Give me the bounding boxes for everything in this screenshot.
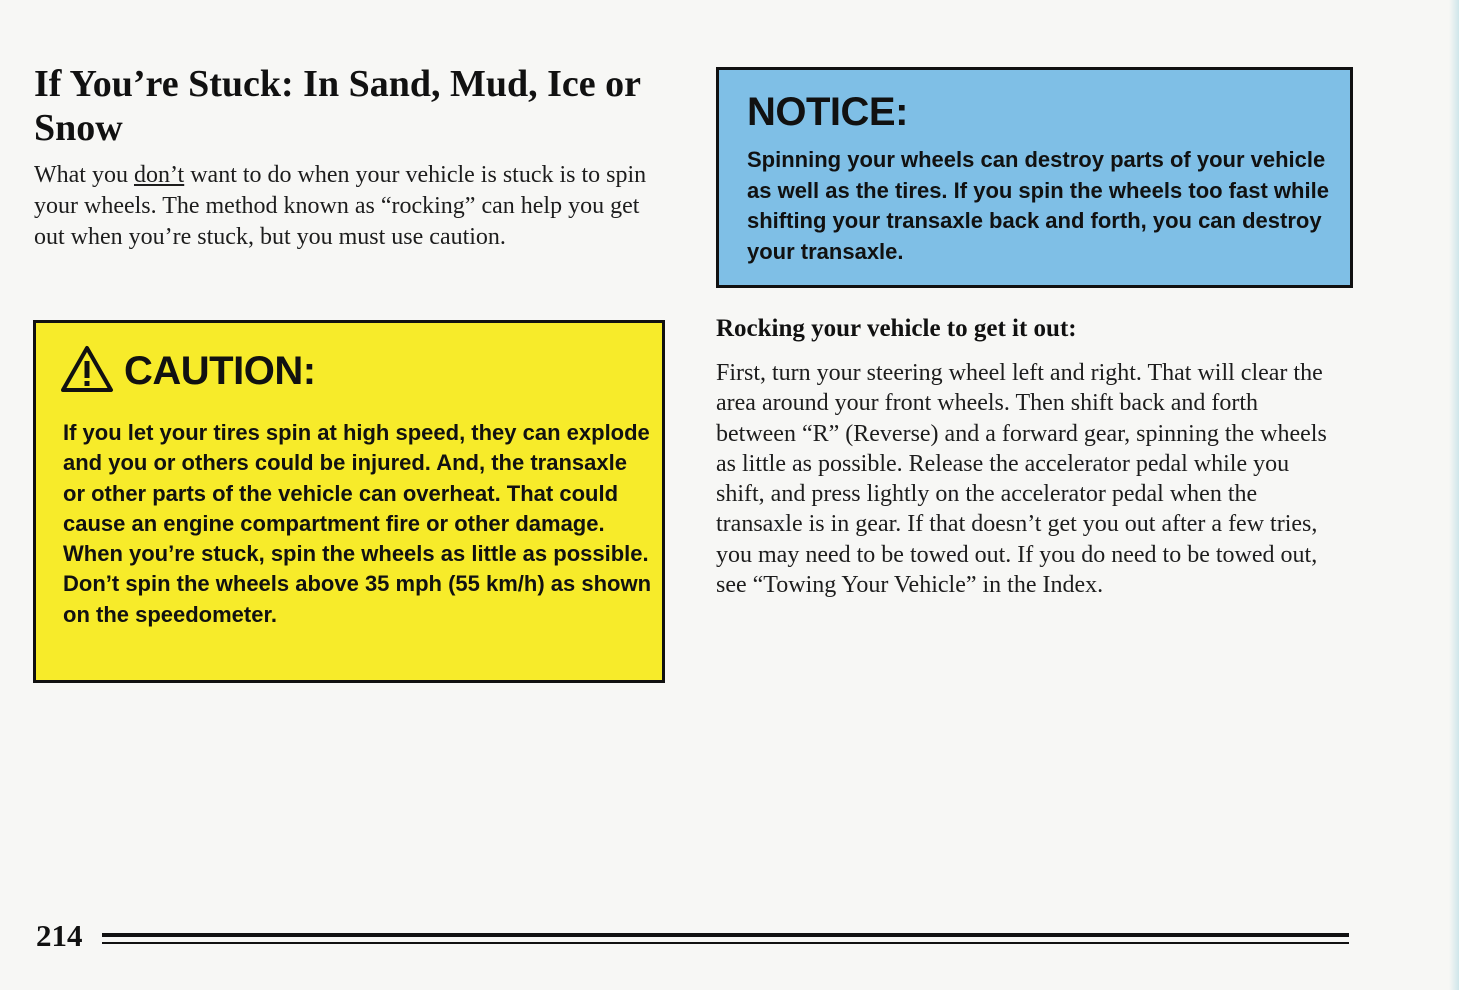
- rocking-text: First, turn your steering wheel left and right. That will clear the area around your front wheels. Then shift back and forth between “R” (Reverse) and a forward gear, spinning the wheels as little as possible. Release the accelerator pedal while you shift, and press lightly on the accelerator pedal when the transaxle is in gear. If that doesn’t get you out after a few tries, you may need to be towed out. If you do need to be towed out, see “Towing Your Vehicle” in the Index.: [716, 360, 1327, 599]
- intro-emphasis: don’t: [133, 162, 185, 188]
- intro-paragraph: [34, 160, 664, 253]
- page-edge: [1449, 0, 1459, 990]
- footer-rule-thick: [102, 933, 1349, 937]
- notice-box: [716, 67, 1353, 288]
- page-title: If You’re Stuck: In Sand, Mud, Ice or Snow: [34, 63, 641, 149]
- caution-header: [60, 345, 316, 398]
- caution-box: [33, 320, 665, 683]
- intro-after: want to do when your vehicle is stuck is to spin your wheels. The method known as “rocking” can help you get out when you’re stuck, but you must use caution.: [34, 162, 647, 250]
- caution-title: CAUTION:: [124, 349, 316, 393]
- warning-triangle-icon: [60, 345, 114, 398]
- right-column: [716, 312, 1346, 600]
- rocking-heading: Rocking your vehicle to get it out:: [716, 315, 1077, 342]
- notice-title: NOTICE:: [747, 90, 908, 134]
- caution-text: If you let your tires spin at high speed, they can explode and you or others could be injured. And, the transaxle or other parts of the vehicle can overheat. That could cause an engine compartment fire or other damage. When you’re stuck, spin the wheels as little as possible. Don’t spin the wheels above 35 mph (55 km/h) as shown on the speedometer.: [63, 420, 652, 627]
- footer-rule-thin: [102, 942, 1349, 944]
- page-number: 214: [36, 918, 83, 953]
- notice-text: Spinning your wheels can destroy parts of your vehicle as well as the tires. If you spin the wheels too fast while shifting your transaxle back and forth, you can destroy your transaxle.: [747, 147, 1329, 264]
- intro-before: What you: [34, 162, 134, 188]
- left-column: [34, 62, 674, 253]
